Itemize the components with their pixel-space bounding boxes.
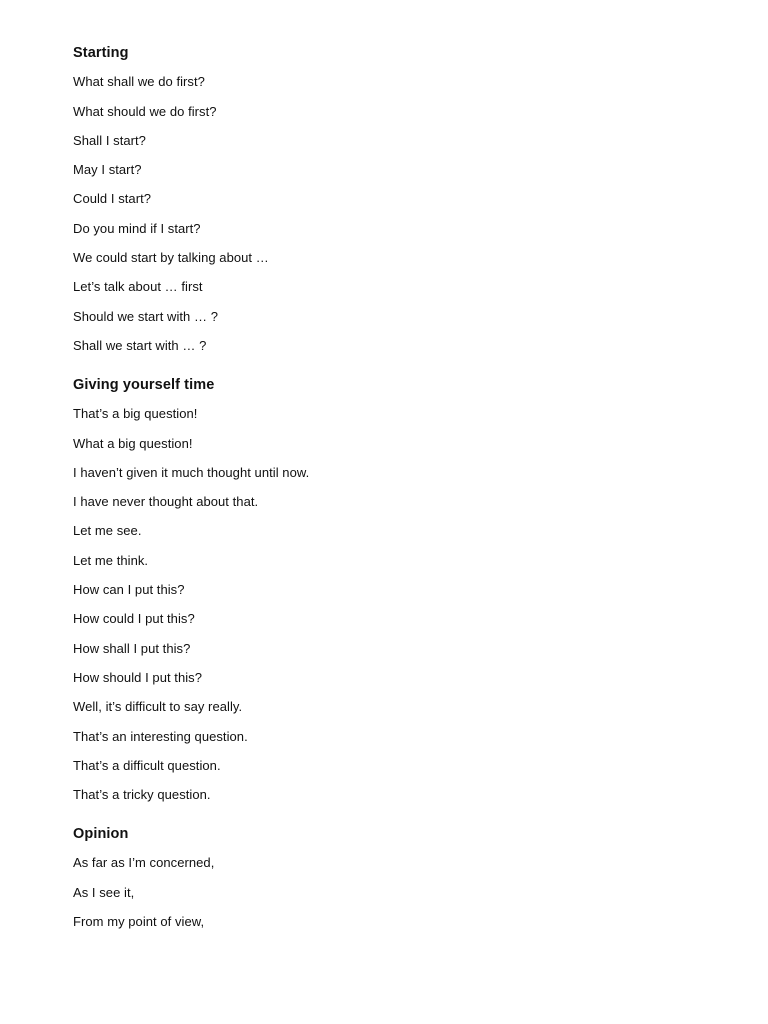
phrase-item: Do you mind if I start? [73,220,201,236]
phrase-item: As far as I’m concerned, [73,855,215,871]
phrase-item: Could I start? [73,191,152,207]
section-heading: Giving yourself time [73,376,215,393]
phrase-item: As I see it, [73,884,135,900]
section-heading: Starting [73,45,129,61]
section-heading: Opinion [73,826,129,843]
phrase-item: From my point of view, [73,914,205,930]
phrase-item: How can I put this? [73,582,185,598]
phrase-item: Shall we start with … ? [73,337,207,353]
phrase-item: Well, it’s difficult to say really. [73,699,243,715]
phrase-item: Let’s talk about … first [73,279,203,295]
section-starting [73,43,713,356]
phrase-item: What should we do first? [73,103,217,119]
document-page [73,43,713,941]
phrase-item: Shall I start? [73,132,146,148]
phrase-item: Let me see. [73,523,142,539]
phrase-item: What shall we do first? [73,74,205,90]
section-opinion [73,824,713,932]
phrase-item: Let me think. [73,552,149,568]
phrase-item: I haven’t given it much thought until now. [73,464,310,480]
phrase-item: How should I put this? [73,669,203,685]
phrase-item: May I start? [73,162,142,178]
phrase-item: How shall I put this? [73,640,191,656]
phrase-item: That’s an interesting question. [73,728,248,744]
phrase-list [73,72,713,356]
phrase-item: That’s a difficult question. [73,757,221,773]
phrase-item: That’s a tricky question. [73,787,211,803]
phrase-item: What a big question! [73,435,193,451]
phrase-list [73,404,713,805]
section-giving-yourself-time [73,375,713,805]
phrase-list [73,853,713,932]
phrase-item: That’s a big question! [73,406,198,422]
phrase-item: We could start by talking about … [73,250,269,266]
phrase-item: How could I put this? [73,611,195,627]
phrase-item: Should we start with … ? [73,308,218,324]
phrase-item: I have never thought about that. [73,494,259,510]
